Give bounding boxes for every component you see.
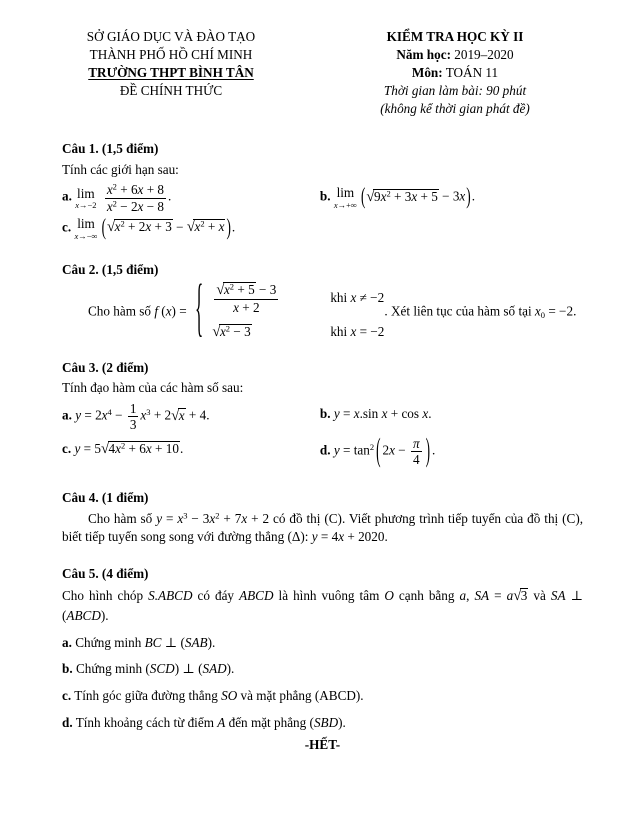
exam-info-block <box>331 28 579 118</box>
question-3-item-c: c. $y = 5√4x^2 + 6x + 10$. <box>62 440 184 458</box>
exam-title: KIỂM TRA HỌC KỲ II <box>386 29 524 44</box>
duration-note: (không kể thời gian phát đề) <box>380 101 530 116</box>
end-marker: -HẾT- <box>304 737 341 753</box>
school-name: TRƯỜNG THPT BÌNH TÂN <box>88 65 254 80</box>
question-1-row-ab <box>62 182 583 213</box>
issuing-authority-block <box>62 28 280 118</box>
question-5 <box>62 565 583 732</box>
school-year-label: Năm học: <box>396 47 451 62</box>
question-1-row-c <box>62 213 583 241</box>
question-1-item-b: b. lim x→+∞ $(√9x^2 + 3x + 5 - 3x)$. <box>319 183 475 210</box>
question-2-body: Cho hàm số f (x) = { $\frac{√x^2 + 5 - 3}{x + 2}$ khi x ≠ −2 $√x^2 - 3$ khi x = −2 . Xét liên tục của hàm số tại $x_0 = -2$. <box>88 269 577 344</box>
subject-label: Môn: <box>411 65 443 80</box>
question-1 <box>62 140 583 241</box>
question-5-item-c: c. Tính góc giữa đường thẳng SO và mặt phẳng (ABCD). <box>62 687 364 703</box>
question-3-item-a: a. $y = 2x^4$ − $\frac{1}{3}$ $x^3 + 2√x + 4$. <box>62 401 210 433</box>
question-3-intro: Tính đạo hàm của các hàm số sau: <box>62 380 244 396</box>
question-2-heading: Câu 2. (1,5 điểm) <box>62 261 159 277</box>
question-2 <box>62 261 583 343</box>
question-4-heading: Câu 4. (1 điểm) <box>62 489 149 505</box>
question-4-body: Cho hàm số $y = x^3 - 3x^2 + 7x + 2$ có đồ thị (C). Viết phương trình tiếp tuyến của đồ thị (C), biết tiếp tuyến song song với đường thẳng (Δ): y = 4x + 2020. <box>62 510 584 545</box>
question-3-row-cd <box>62 430 583 468</box>
question-5-intro: Cho hình chóp S.ABCD có đáy ABCD là hình vuông tâm O cạnh bằng a, SA = a√3 và SA ⊥ (ABCD). <box>62 587 583 623</box>
question-3-item-d: d. $y = \tan^2$ ( 2x − $\frac{\pi}{4}$ ) . <box>319 430 436 468</box>
question-5-item-d: d. Tính khoảng cách từ điểm A đến mặt phẳng (SBD). <box>62 714 346 730</box>
question-1-item-c: c. lim x→−∞ ($√x^2 + 2x + 3 - √x^2 + x$ ). <box>62 213 236 241</box>
duration-line: Thời gian làm bài: 90 phút <box>383 83 527 98</box>
question-3-row-ab <box>62 401 583 432</box>
question-3 <box>62 359 583 467</box>
question-3-heading: Câu 3. (2 điểm) <box>62 359 149 375</box>
question-4 <box>62 489 583 547</box>
question-1-heading: Câu 1. (1,5 điểm) <box>62 141 159 156</box>
school-year-value: 2019–2020 <box>450 47 514 62</box>
official-exam-label: ĐỀ CHÍNH THỨC <box>119 83 223 98</box>
city-name: THÀNH PHỐ HỒ CHÍ MINH <box>89 47 253 62</box>
question-5-item-a: a. Chứng minh BC ⊥ (SAB). <box>62 634 216 650</box>
question-1-intro: Tính các giới hạn sau: <box>62 161 179 177</box>
subject-value: TOÁN 11 <box>442 65 499 80</box>
document-header <box>62 28 583 118</box>
question-5-item-b: b. Chứng minh (SCD) ⊥ (SAD). <box>62 661 235 677</box>
question-5-heading: Câu 5. (4 điểm) <box>62 566 149 582</box>
question-1-item-a: a. lim x→−2 $\frac{x^2 + 6x + 8}{x^2 - 2x - 8}$ . <box>62 181 172 214</box>
question-3-item-b: b. y = x.sin x + cos x. <box>319 405 432 421</box>
subject-line <box>331 64 579 82</box>
department-name: SỞ GIÁO DỤC VÀ ĐÀO TẠO <box>86 29 256 44</box>
school-year-line <box>331 46 579 64</box>
